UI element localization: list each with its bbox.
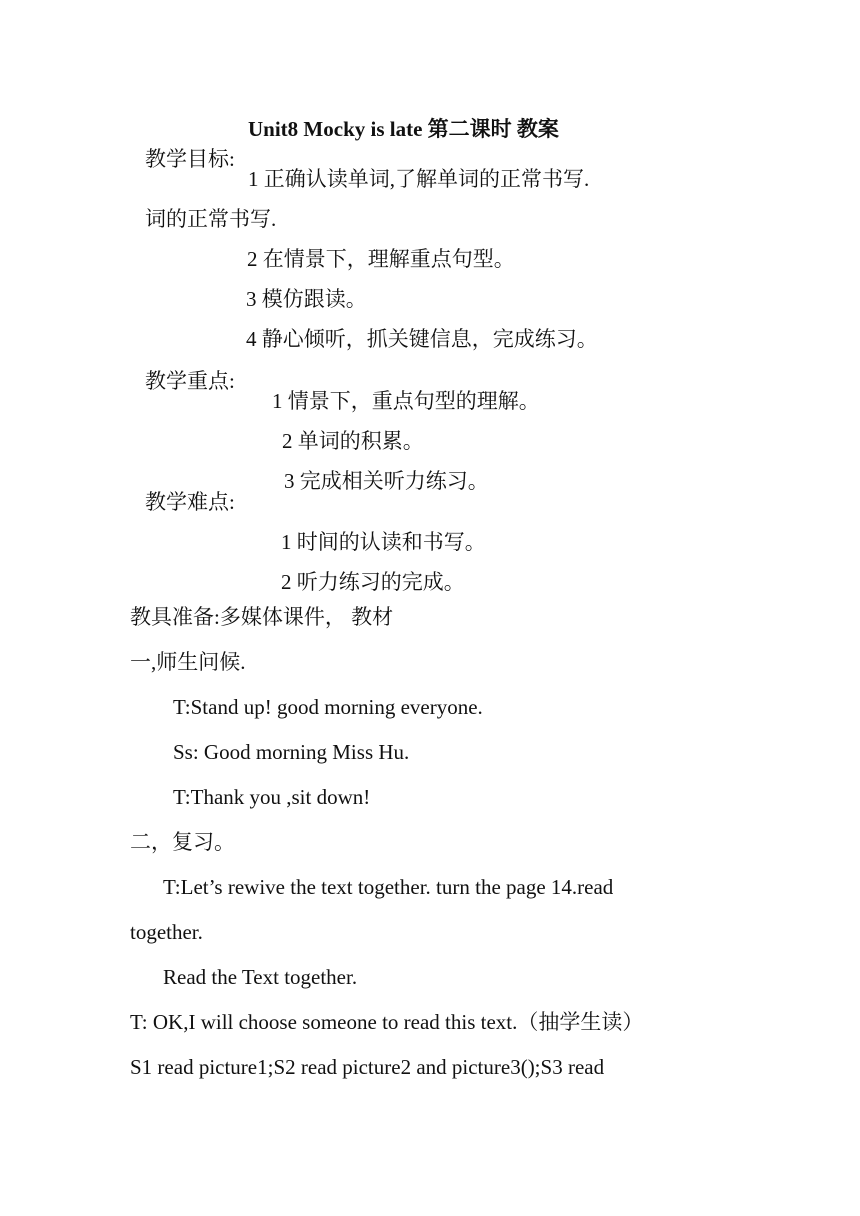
review-choose-reader: T: OK,I will choose someone to read this text.（抽学生读） xyxy=(130,1010,644,1034)
section2-heading: 二，复习。 xyxy=(130,830,235,854)
key-point-item-3: 3 完成相关听力练习。 xyxy=(284,469,489,493)
greeting-line-2: Ss: Good morning Miss Hu. xyxy=(173,740,410,764)
document-title: Unit8 Mocky is late 第二课时 教案 xyxy=(248,117,559,141)
goal-item-2: 2 在情景下，理解重点句型。 xyxy=(247,247,515,271)
goal-item-4: 4 静心倾听，抓关键信息，完成练习。 xyxy=(246,327,598,351)
goal-item-1: 1 正确认读单词,了解单词的正常书写. xyxy=(248,167,590,191)
difficulties-label: 教学难点: xyxy=(145,490,235,514)
key-points-label: 教学重点: xyxy=(145,369,235,393)
key-point-item-2: 2 单词的积累。 xyxy=(282,429,424,453)
review-student-reading: S1 read picture1;S2 read picture2 and picture3();S3 read xyxy=(130,1055,605,1079)
goal-item-3: 3 模仿跟读。 xyxy=(246,287,367,311)
review-paragraph-line-2: together. xyxy=(130,920,203,944)
difficulty-item-2: 2 听力练习的完成。 xyxy=(281,570,465,594)
greeting-line-3: T:Thank you ,sit down! xyxy=(173,785,371,809)
materials-line: 教具准备:多媒体课件， 教材 xyxy=(130,605,394,629)
review-read-together: Read the Text together. xyxy=(163,965,358,989)
difficulty-item-1: 1 时间的认读和书写。 xyxy=(281,530,486,554)
key-point-item-1: 1 情景下，重点句型的理解。 xyxy=(272,389,540,413)
goal-item-1-overflow: 词的正常书写. xyxy=(145,207,277,231)
section1-heading: 一,师生问候. xyxy=(130,650,246,674)
greeting-line-1: T:Stand up! good morning everyone. xyxy=(173,695,483,719)
goals-label: 教学目标: xyxy=(145,147,235,171)
review-paragraph-line-1: T:Let’s rewive the text together. turn the page 14.read xyxy=(163,875,614,899)
